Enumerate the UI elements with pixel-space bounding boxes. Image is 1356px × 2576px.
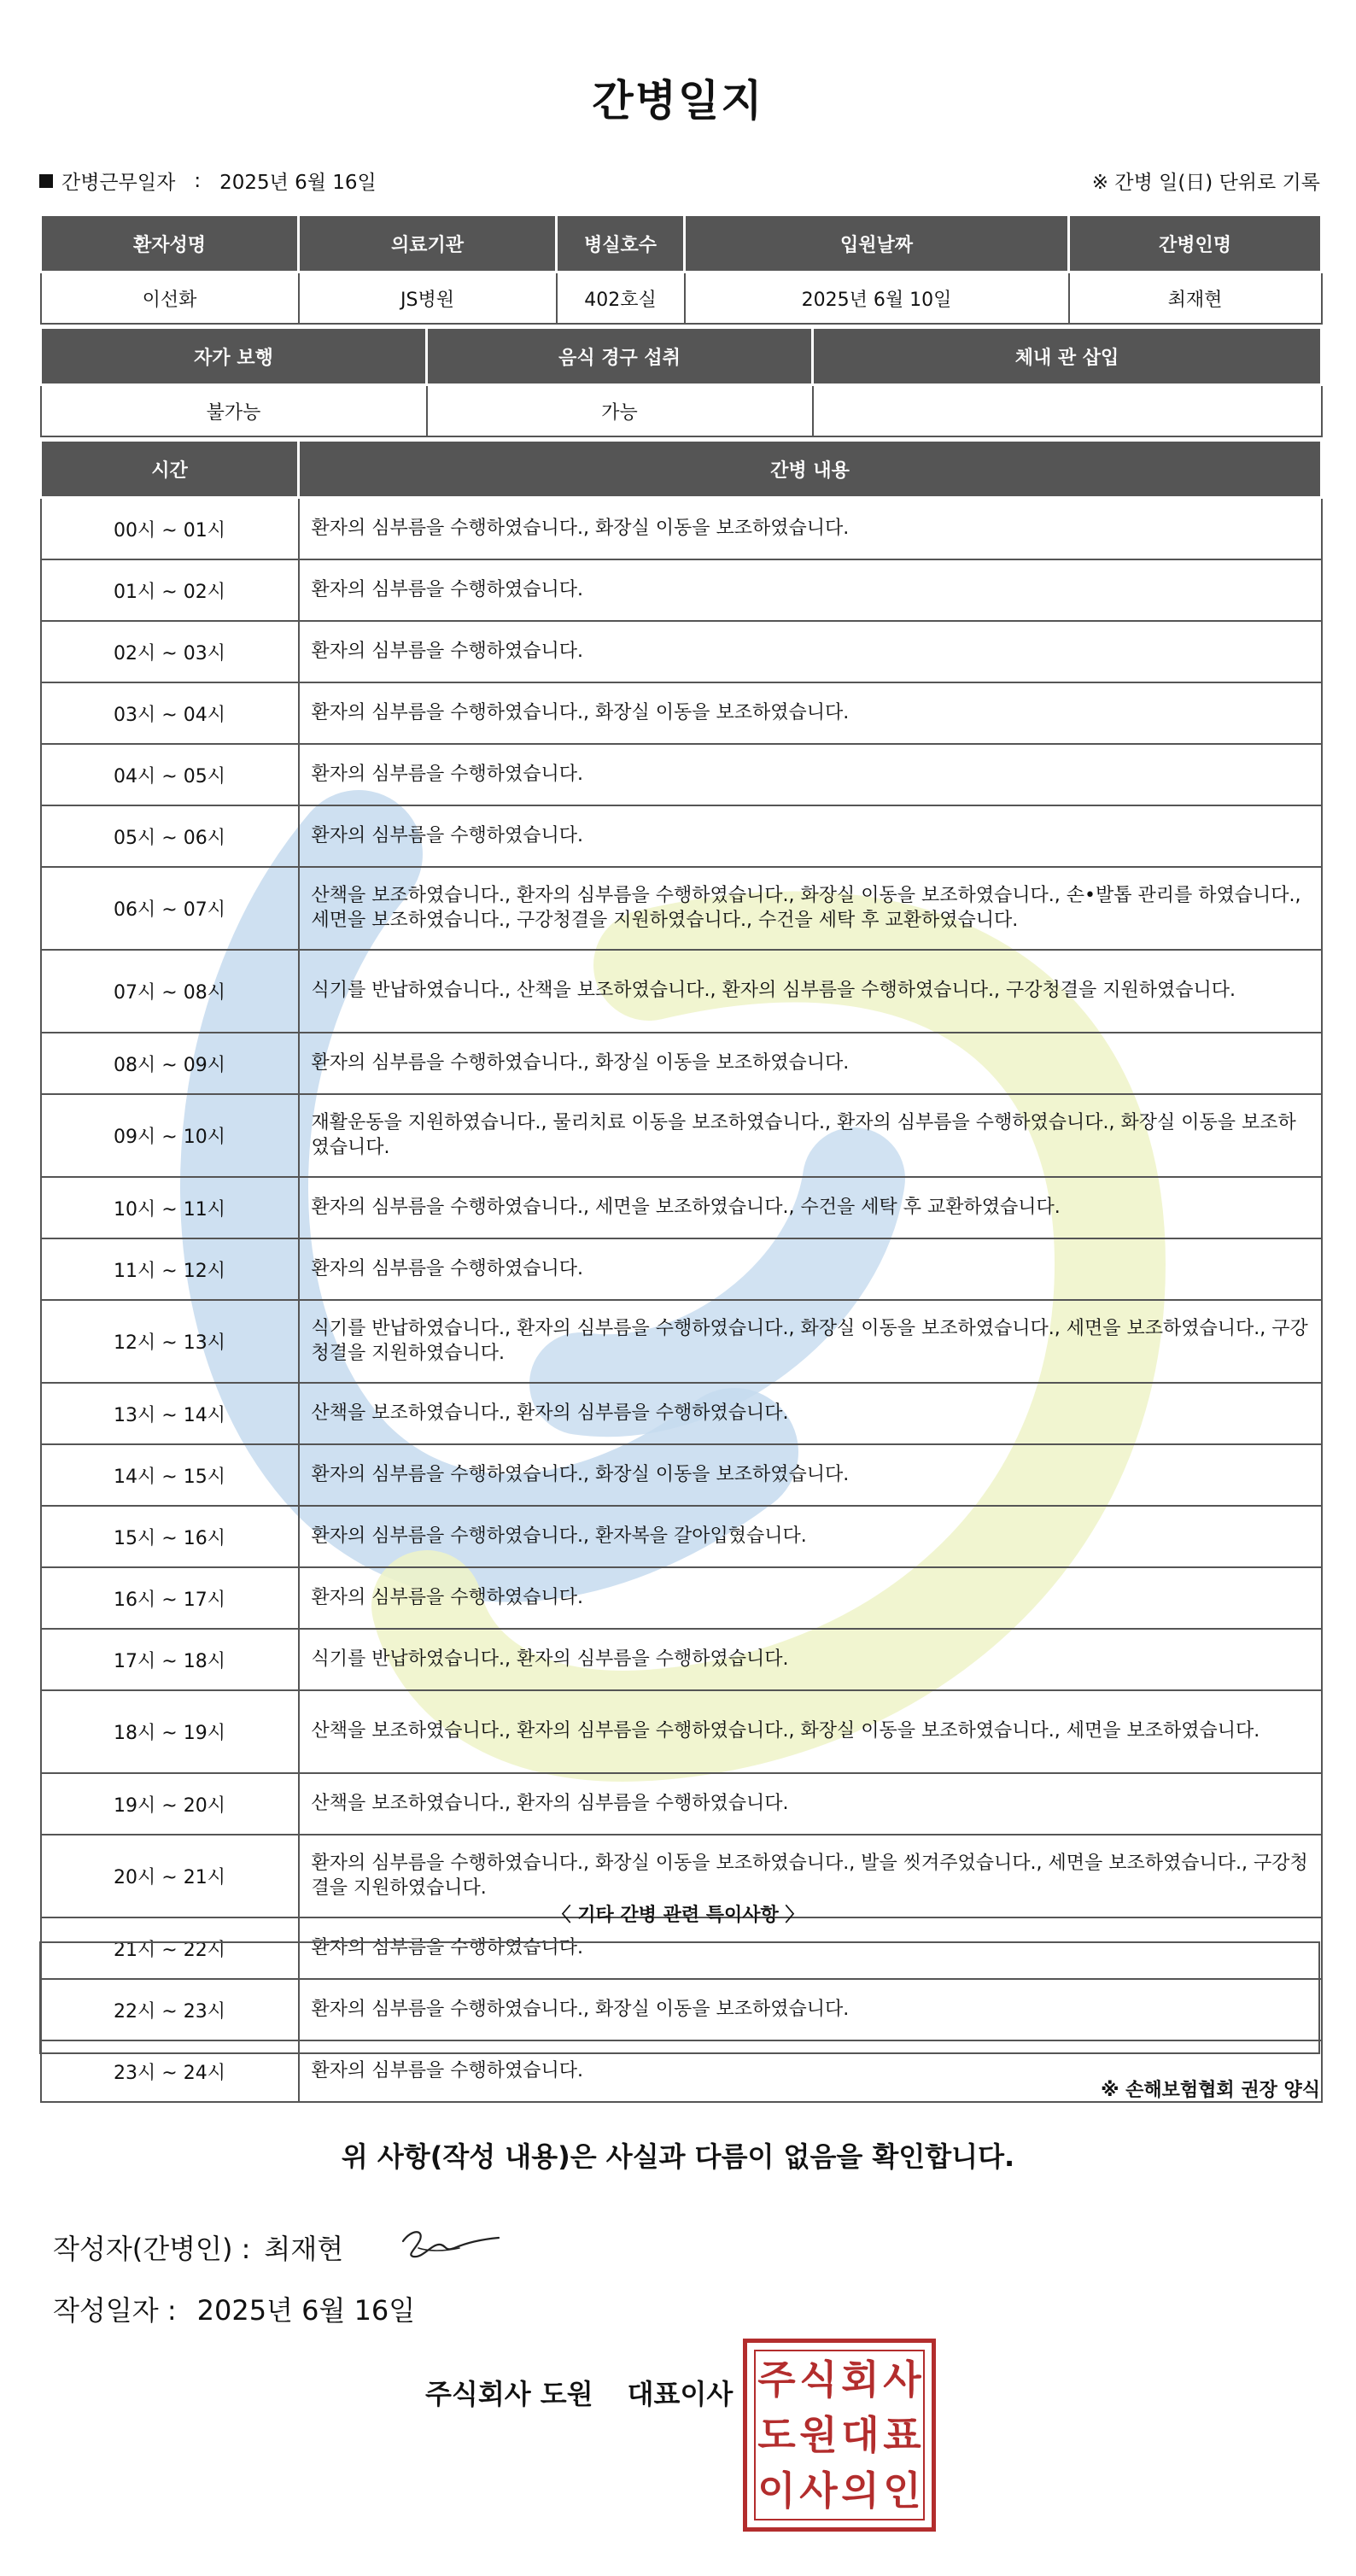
log-time: 09시 ~ 10시 [41, 1094, 299, 1177]
oral-intake: 가능 [427, 385, 813, 437]
log-content: 환자의 심부름을 수행하였습니다., 화장실 이동을 보조하였습니다. [299, 1033, 1322, 1094]
log-content: 환자의 심부름을 수행하였습니다. [299, 744, 1322, 805]
confirmation-statement: 위 사항(작성 내용)은 사실과 다름이 없음을 확인합니다. [341, 2140, 1015, 2173]
log-content: 산책을 보조하였습니다., 환자의 심부름을 수행하였습니다. [299, 1773, 1322, 1835]
author-name: 최재현 [264, 2233, 344, 2265]
signature-image [395, 2217, 506, 2269]
care-log-table [39, 439, 1323, 2103]
header-oral-intake: 음식 경구 섭취 [427, 328, 813, 385]
log-time: 20시 ~ 21시 [41, 1835, 299, 1917]
square-bullet-icon [39, 174, 53, 188]
log-time: 15시 ~ 16시 [41, 1506, 299, 1567]
company-name: 주식회사 도원 [425, 2378, 593, 2410]
log-row [41, 682, 1322, 744]
seal-character: 의 [841, 2468, 880, 2515]
special-notes-box [39, 1941, 1320, 2054]
log-row [41, 1506, 1322, 1567]
log-time: 10시 ~ 11시 [41, 1177, 299, 1238]
log-content: 환자의 심부름을 수행하였습니다., 화장실 이동을 보조하였습니다. [299, 498, 1322, 560]
written-date-label: 작성일자 : [53, 2294, 177, 2327]
log-content: 식기를 반납하였습니다., 환자의 심부름을 수행하였습니다., 화장실 이동을 보조하였습니다., 세면을 보조하였습니다., 구강청결을 지원하였습니다. [299, 1300, 1322, 1383]
log-content: 환자의 심부름을 수행하였습니다. [299, 621, 1322, 682]
log-row [41, 1300, 1322, 1383]
log-row [41, 498, 1322, 560]
author-line [53, 2228, 343, 2267]
log-row [41, 1773, 1322, 1835]
document-title: 간병일지 [592, 76, 764, 126]
log-row [41, 1094, 1322, 1177]
header-room: 병실호수 [557, 215, 685, 272]
patient-value-row [41, 272, 1322, 325]
log-time: 04시 ~ 05시 [41, 744, 299, 805]
log-time: 14시 ~ 15시 [41, 1444, 299, 1506]
log-time: 07시 ~ 08시 [41, 950, 299, 1033]
log-row [41, 1383, 1322, 1444]
log-content: 산책을 보조하였습니다., 환자의 심부름을 수행하였습니다. [299, 1383, 1322, 1444]
log-time: 03시 ~ 04시 [41, 682, 299, 744]
patient-header-row [41, 215, 1322, 272]
log-time: 17시 ~ 18시 [41, 1629, 299, 1690]
header-self-walking: 자가 보행 [41, 328, 427, 385]
log-content: 식기를 반납하였습니다., 산책을 보조하였습니다., 환자의 심부름을 수행하였습니다., 구강청결을 지원하였습니다. [299, 950, 1322, 1033]
log-time: 23시 ~ 24시 [41, 2040, 299, 2102]
seal-character: 주 [757, 2356, 796, 2403]
seal-character: 원 [799, 2411, 838, 2458]
log-time: 00시 ~ 01시 [41, 498, 299, 560]
seal-character: 도 [757, 2411, 796, 2458]
log-time: 08시 ~ 09시 [41, 1033, 299, 1094]
author-label: 작성자(간병인) : [53, 2233, 251, 2265]
log-content: 산책을 보조하였습니다., 환자의 심부름을 수행하였습니다., 화장실 이동을 보조하였습니다., 손•발톱 관리를 하였습니다., 세면을 보조하였습니다., 구강청결을 지원하였습니다., 수건을 세탁 후 교환하였습니다. [299, 867, 1322, 950]
log-content: 환자의 심부름을 수행하였습니다., 화장실 이동을 보조하였습니다., 발을 씻겨주었습니다., 세면을 보조하였습니다., 구강청결을 지원하였습니다. [299, 1835, 1322, 1917]
written-date-value: 2025년 6월 16일 [196, 2294, 416, 2327]
separator: : [194, 169, 202, 192]
header-care-content: 간병 내용 [299, 441, 1322, 498]
log-time: 05시 ~ 06시 [41, 805, 299, 867]
company-title: 대표이사 [627, 2378, 734, 2410]
seal-character: 사 [883, 2356, 921, 2403]
meta-row [39, 167, 1320, 201]
log-content: 환자의 심부름을 수행하였습니다., 화장실 이동을 보조하였습니다. [299, 1979, 1322, 2040]
seal-character: 회 [841, 2356, 880, 2403]
log-content: 식기를 반납하였습니다., 환자의 심부름을 수행하였습니다. [299, 1629, 1322, 1690]
log-content: 환자의 심부름을 수행하였습니다., 환자복을 갈아입혔습니다. [299, 1506, 1322, 1567]
company-line [425, 2373, 733, 2412]
log-row [41, 559, 1322, 621]
work-date-value: 2025년 6월 16일 [219, 172, 377, 194]
status-header-row [41, 328, 1322, 385]
log-time: 06시 ~ 07시 [41, 867, 299, 950]
log-row [41, 805, 1322, 867]
log-time: 19시 ~ 20시 [41, 1773, 299, 1835]
log-row [41, 1238, 1322, 1300]
log-time: 22시 ~ 23시 [41, 1979, 299, 2040]
log-content: 환자의 심부름을 수행하였습니다. [299, 1567, 1322, 1629]
header-admission-date: 입원날짜 [685, 215, 1069, 272]
status-table [39, 326, 1323, 437]
log-content: 환자의 심부름을 수행하였습니다. [299, 2040, 1322, 2102]
patient-info-table [39, 214, 1323, 325]
patient-name: 이선화 [41, 272, 299, 325]
hospital: JS병원 [299, 272, 557, 325]
self-walking: 불가능 [41, 385, 427, 437]
seal-character: 대 [841, 2411, 880, 2458]
log-time: 16시 ~ 17시 [41, 1567, 299, 1629]
work-date [39, 167, 377, 195]
log-header-row [41, 441, 1322, 498]
log-body [41, 498, 1322, 2103]
log-row [41, 1567, 1322, 1629]
log-content: 환자의 심부름을 수행하였습니다., 화장실 이동을 보조하였습니다. [299, 1444, 1322, 1506]
log-time: 02시 ~ 03시 [41, 621, 299, 682]
seal-character: 표 [883, 2411, 921, 2458]
log-content: 환자의 심부름을 수행하였습니다., 세면을 보조하였습니다., 수건을 세탁 후 교환하였습니다. [299, 1177, 1322, 1238]
log-content: 환자의 심부름을 수행하였습니다. [299, 805, 1322, 867]
log-row [41, 1629, 1322, 1690]
log-row [41, 1033, 1322, 1094]
log-content: 산책을 보조하였습니다., 환자의 심부름을 수행하였습니다., 화장실 이동을 보조하였습니다., 세면을 보조하였습니다. [299, 1690, 1322, 1773]
written-date-line [53, 2289, 415, 2328]
seal-character: 식 [799, 2356, 838, 2403]
caregiver-name: 최재현 [1069, 272, 1322, 325]
log-time: 12시 ~ 13시 [41, 1300, 299, 1383]
recommend-note: ※ 손해보험협회 권장 양식 [1101, 2080, 1320, 2101]
work-date-label: 간병근무일자 [61, 172, 176, 194]
log-content: 환자의 심부름을 수행하였습니다., 화장실 이동을 보조하였습니다. [299, 682, 1322, 744]
log-row [41, 1177, 1322, 1238]
status-value-row [41, 385, 1322, 437]
room-number: 402호실 [557, 272, 685, 325]
log-time: 21시 ~ 22시 [41, 1917, 299, 1979]
header-hospital: 의료기관 [299, 215, 557, 272]
log-row [41, 744, 1322, 805]
header-tube-insertion: 체내 관 삽입 [813, 328, 1322, 385]
header-patient-name: 환자성명 [41, 215, 299, 272]
log-row [41, 867, 1322, 950]
log-row [41, 1444, 1322, 1506]
log-time: 18시 ~ 19시 [41, 1690, 299, 1773]
seal-character: 사 [799, 2468, 838, 2515]
log-time: 01시 ~ 02시 [41, 559, 299, 621]
notes-title: 〈 기타 간병 관련 특이사항 〉 [552, 1905, 804, 1926]
seal-characters [754, 2350, 925, 2520]
log-content: 환자의 심부름을 수행하였습니다. [299, 1238, 1322, 1300]
log-time: 13시 ~ 14시 [41, 1383, 299, 1444]
header-caregiver-name: 간병인명 [1069, 215, 1322, 272]
log-row [41, 1690, 1322, 1773]
header-time: 시간 [41, 441, 299, 498]
seal-character: 인 [883, 2468, 921, 2515]
tube-insertion [813, 385, 1322, 437]
company-seal-stamp [743, 2339, 936, 2532]
seal-character: 이 [757, 2468, 796, 2515]
log-content: 환자의 심부름을 수행하였습니다. [299, 1917, 1322, 1979]
log-content: 재활운동을 지원하였습니다., 물리치료 이동을 보조하였습니다., 환자의 심부름을 수행하였습니다., 화장실 이동을 보조하였습니다. [299, 1094, 1322, 1177]
log-content: 환자의 심부름을 수행하였습니다. [299, 559, 1322, 621]
log-row [41, 621, 1322, 682]
log-time: 11시 ~ 12시 [41, 1238, 299, 1300]
unit-note: ※ 간병 일(日) 단위로 기록 [1091, 172, 1320, 194]
admission-date: 2025년 6월 10일 [685, 272, 1069, 325]
log-row [41, 950, 1322, 1033]
